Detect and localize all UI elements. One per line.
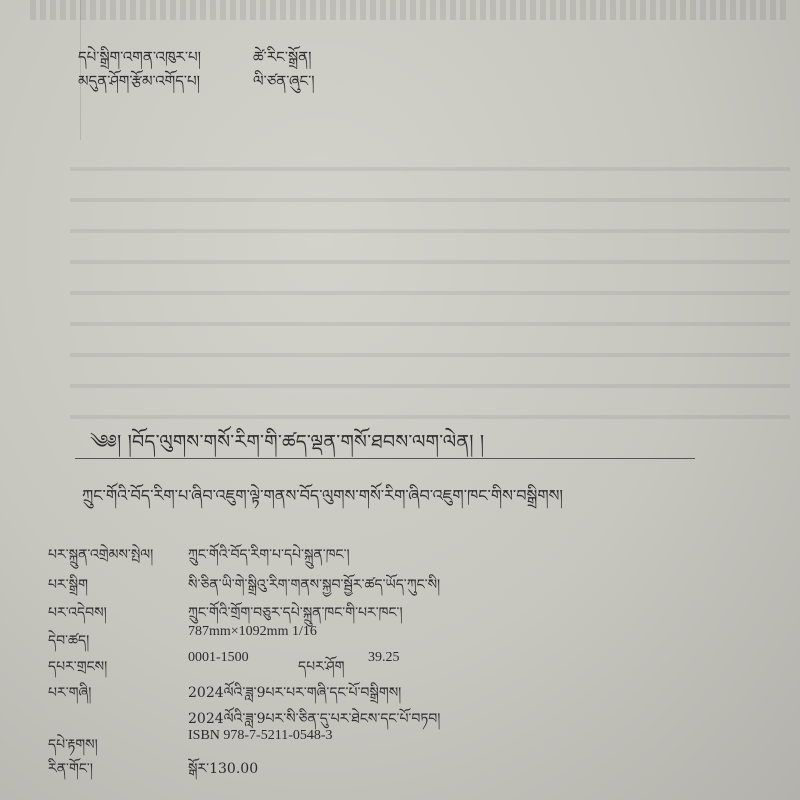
info-key: དཔེ་རྟགས། <box>48 737 98 753</box>
info-key: པར་གཞི། <box>48 685 92 701</box>
info-key: པར་འདེབས། <box>48 605 107 621</box>
title-divider <box>75 458 695 459</box>
info-row-price <box>48 752 258 792</box>
info-key: རིན་གོང་། <box>48 761 93 777</box>
info-value: 0001-1500 <box>188 650 249 665</box>
credit-row <box>78 45 315 69</box>
show-through-text-bleed <box>70 140 790 420</box>
info-value: སྒོར་130.00 <box>188 761 259 777</box>
info-extra-label: དཔར་ཤོག <box>298 659 345 675</box>
credit-value: ཚེ་རིང་སྒྲོན། <box>253 48 312 66</box>
info-value: ཀྲུང་གོའི་གྲོག་བཅུར་དཔེ་སྐྲུན་ཁང་གི་པར་ཁང་། <box>188 605 403 621</box>
credit-label: མདུན་ཤོག་རྩོམ་འགོད་པ། <box>78 72 200 90</box>
show-through-text-top <box>30 0 790 20</box>
info-value: 787mm×1092mm 1/16 <box>188 624 317 639</box>
info-value: སི་ཅིན་ཡི་གེ་སྒྲིའུ་རིག་གནས་སྐྱབ་སྦྱོར་ཚད་ཡོད་ཀུང་སི། <box>188 577 441 593</box>
info-extra-value: 39.25 <box>368 650 400 665</box>
credit-value: ལི་ཙན་ཞུང་། <box>253 72 315 90</box>
info-value: ཀྲུང་གོའི་བོད་རིག་པ་དཔེ་སྐྲུན་ཁང་། <box>188 547 350 563</box>
info-value: 2024ལོའི་ཟླ་9པར་སི་ཅིན་དུ་པར་ཐེངས་དང་པོ་བཏབ། <box>188 711 441 727</box>
info-value: ISBN 978-7-5211-0548-3 <box>188 728 333 743</box>
info-value: 2024ལོའི་ཟླ་9པར་པར་གཞི་དང་པོ་བསྒྲིགས། <box>188 685 402 701</box>
compiler-line: ཀྲུང་གོའི་བོད་རིག་པ་ཞིབ་འཇུག་ལྟེ་གནས་བོད་ལུགས་གསོ་རིག་ཞིབ་འཇུག་ཁང་གིས་བསྒྲིགས། <box>82 486 563 505</box>
info-key: དེབ་ཚད། <box>48 633 90 649</box>
info-key: དཔར་གྲངས། <box>48 659 108 675</box>
info-key: པར་སྒྲིག <box>48 577 88 593</box>
credit-label: དཔེ་སྒྲིག་འགན་འཁུར་པ། <box>78 48 201 66</box>
credit-row <box>78 69 315 93</box>
credits-block <box>78 45 315 93</box>
book-title: ༄༅། །བོད་ལུགས་གསོ་རིག་གི་ཚད་ལྡན་གསོ་ཐབས་ལག་ལེན། ། <box>90 431 485 453</box>
info-key: པར་སྐྲུན་འགྲེམས་སྤེལ། <box>48 547 154 563</box>
